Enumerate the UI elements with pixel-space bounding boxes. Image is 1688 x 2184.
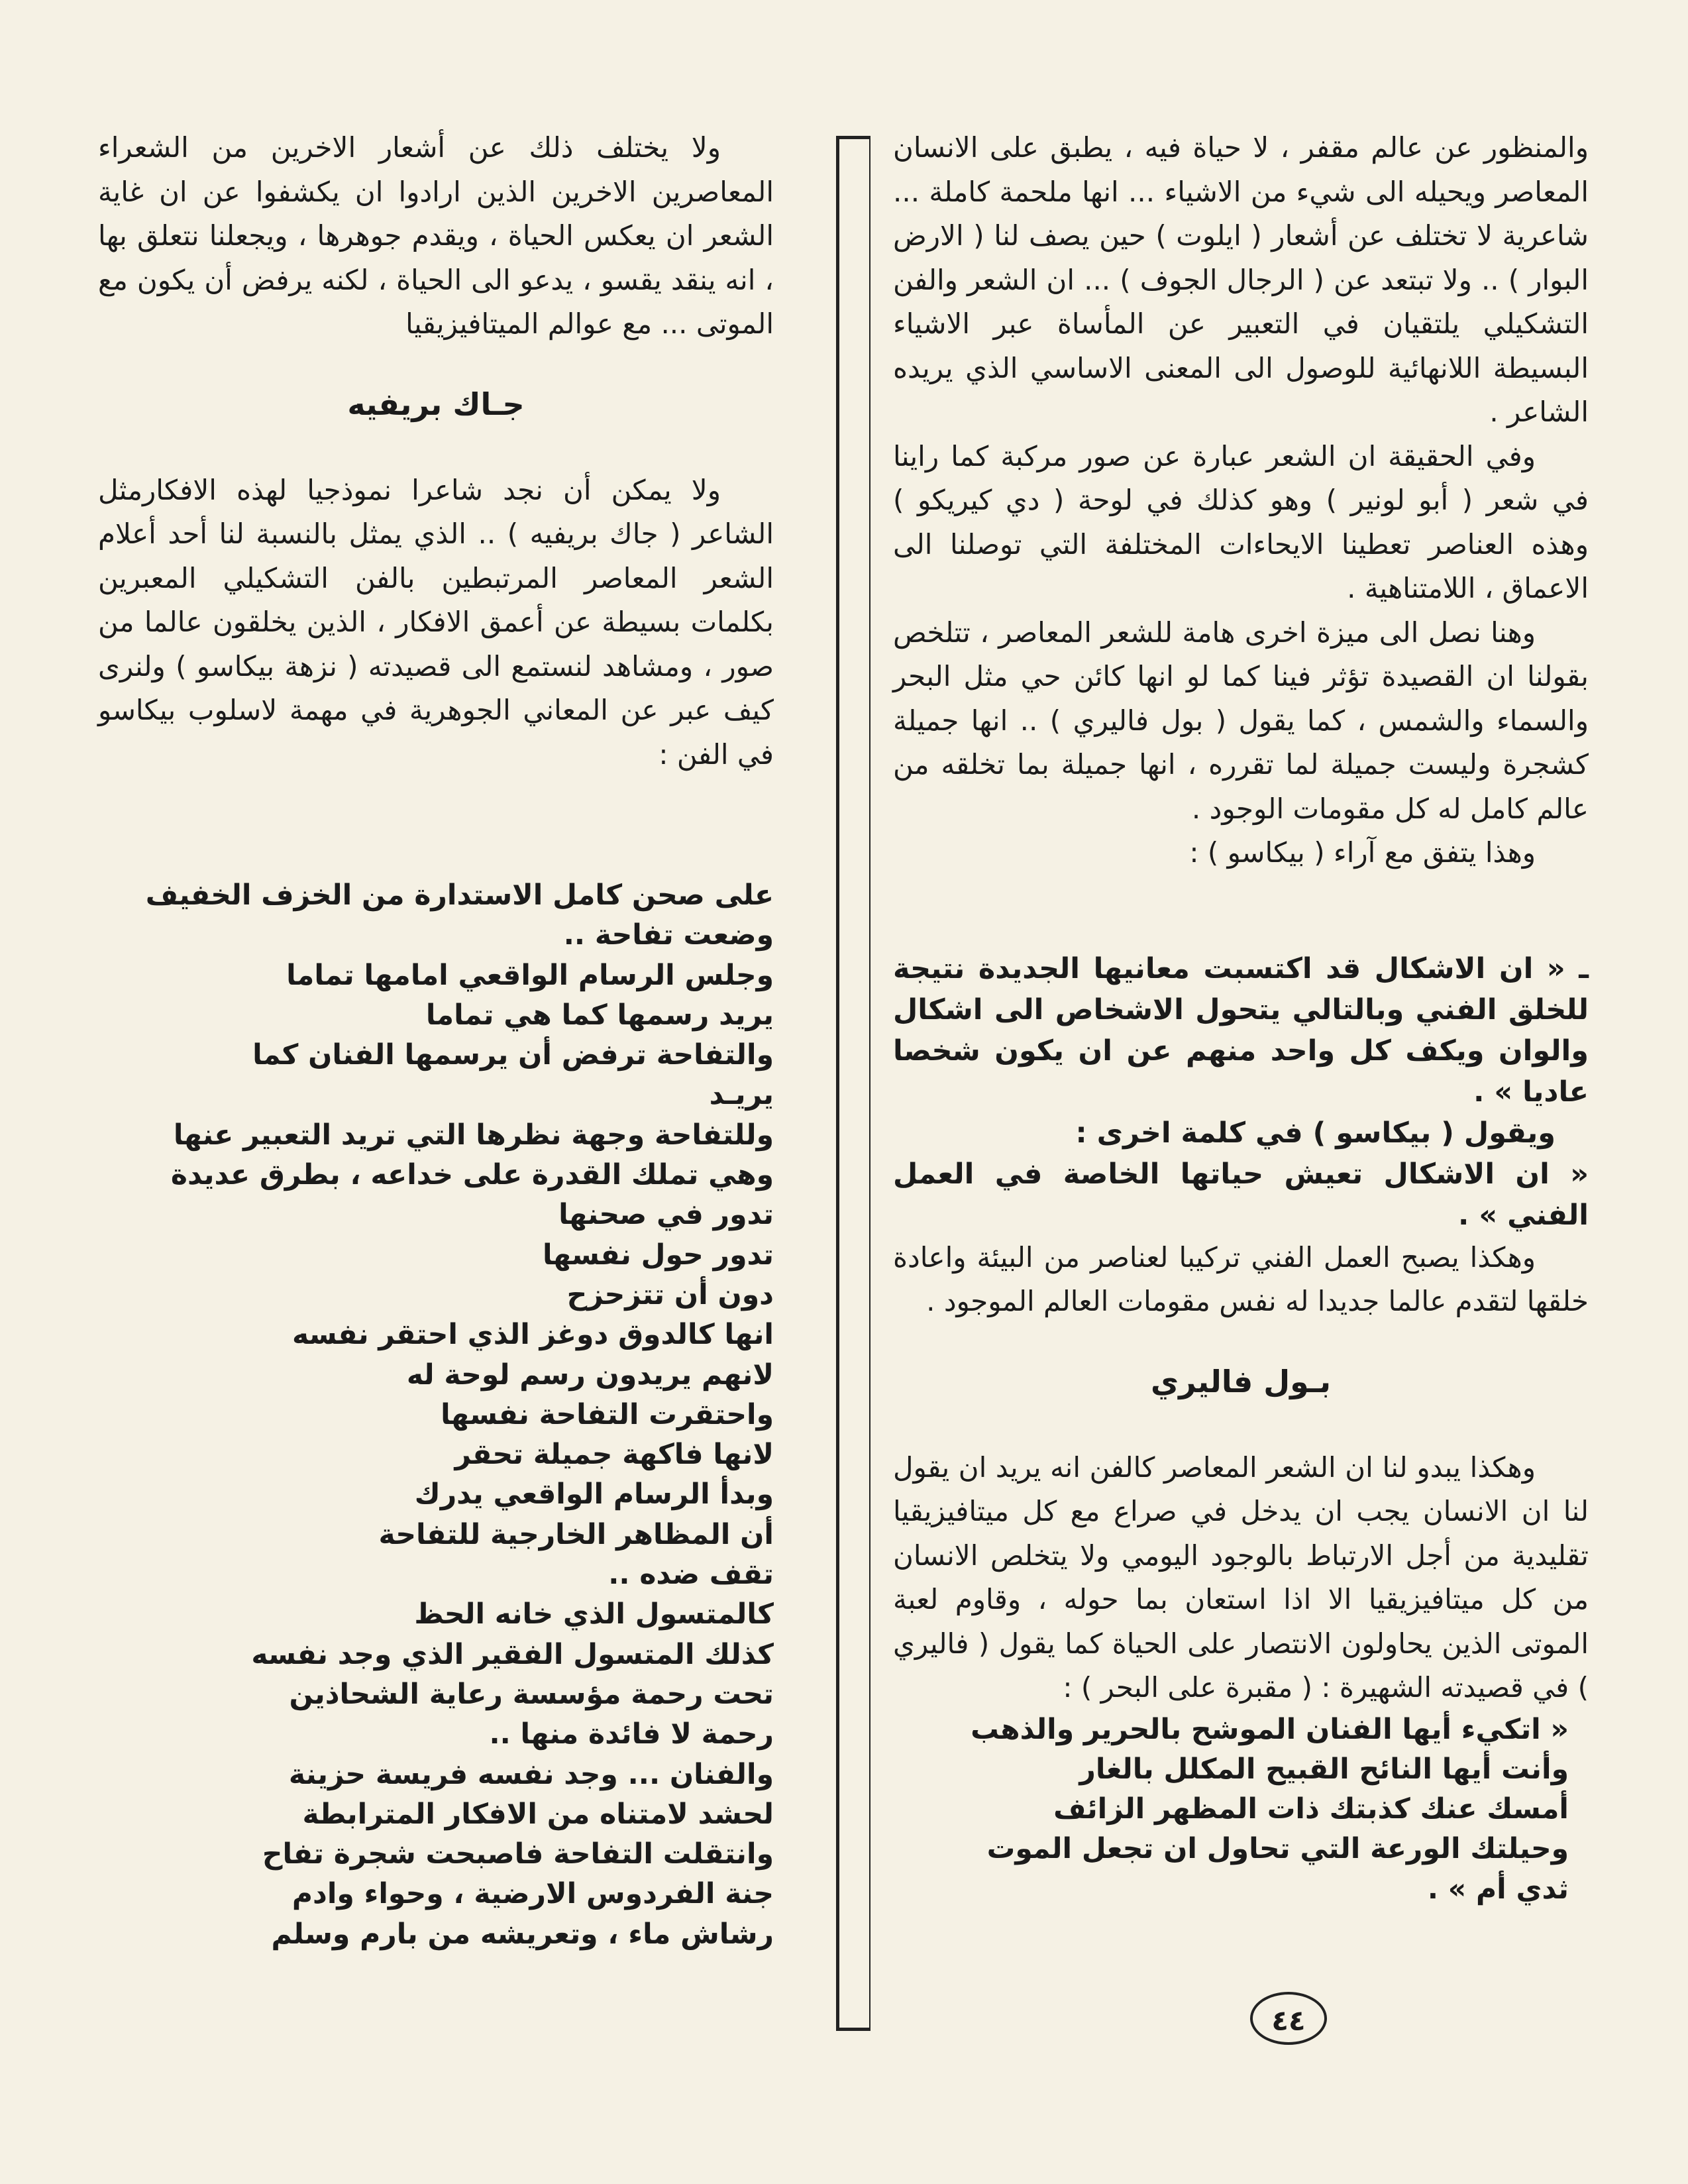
poem-line: جنة الفردوس الارضية ، وحواء وادم <box>291 1878 774 1911</box>
section-heading-prevert: جـاك بريفيه <box>347 386 525 422</box>
left-column <box>98 126 774 1955</box>
right-column <box>893 126 1589 1910</box>
poem-line: وضعت تفاحة .. <box>563 919 774 952</box>
poem-line: انها كالدوق دوغز الذي احتقر نفسه <box>292 1319 774 1352</box>
spacer <box>98 777 774 876</box>
paragraph: وهكذا يبدو لنا ان الشعر المعاصر كالفن انه يريد ان يقول لنا ان الانسان يجب ان يدخل في صراع مع كل ميتافيزيقيا تقليدية من أجل الارتباط بالوجود اليومي ولا يتخلص الانسان من كل ميتافيزيقيا الا اذا استعان بما حوله ، وقاوم لعبة الموتى الذين يحاولون الانتصار على الحياة كما يقول ( فاليري ) في قصيدته الشهيرة : ( مقبرة على البحر ) : <box>893 1450 1589 1704</box>
poem-line: يريـد <box>709 1079 774 1112</box>
poem-line: دون أن تتزحزح <box>566 1278 774 1311</box>
poem-line: وأنت أيها النائح القبيح المكلل بالغار <box>1079 1753 1569 1786</box>
poem-line: واحتقرت التفاحة نفسها <box>441 1398 774 1431</box>
poem-line: وانتقلت التفاحة فاصبحت شجرة تفاح <box>262 1838 774 1871</box>
poem-line: والتفاحة ترفض أن يرسمها الفنان كما <box>252 1039 774 1072</box>
poem-line: وبدأ الرسام الواقعي يدرك <box>414 1478 774 1511</box>
poem-line: تدور حول نفسها <box>543 1238 774 1272</box>
paragraph: ولا يختلف ذلك عن أشعار الاخرين من الشعراء المعاصرين الاخرين الذين ارادوا ان يكشفوا عن ان غاية الشعر ان يعكس الحياة ، ويقدم جوهرها ، ويجعلنا نتعلق بها ، انه ينقد يقسو ، يدعو الى الحياة ، لكنه يرفض أن يكون مع الموتى ... مع عوالم الميتافيزيقيا <box>98 131 774 340</box>
poem-line: تحت رحمة مؤسسة رعاية الشحاذين <box>289 1678 774 1711</box>
poem-line: لانها فاكهة جميلة تحقر <box>454 1439 774 1472</box>
poem-line: والفنان ... وجد نفسه فريسة حزينة <box>288 1758 774 1791</box>
poem-line: أن المظاهر الخارجية للتفاحة <box>378 1518 774 1551</box>
spacer <box>98 347 774 386</box>
poem-line: وللتفاحة وجهة نظرها التي تريد التعبير عنها <box>173 1119 774 1152</box>
poem-line: على صحن كامل الاستدارة من الخزف الخفيف <box>145 879 774 912</box>
paragraph: والمنظور عن عالم مقفر ، لا حياة فيه ، يطبق على الانسان المعاصر ويحيله الى شيء من الاشياء ... انها ملحمة كاملة ... شاعرية لا تختلف عن أشعار ( ايلوت ) حين يصف لنا ( الارض البوار ) .. ولا تبتعد عن ( الرجال الجوف ) ... ان الشعر والفن التشكيلي يلتقيان في التعبير عن المأساة عبر الاشياء البسيطة اللانهائية للوصول الى المعنى الاساسي الذي يريده الشاعر . <box>893 131 1589 428</box>
prevert-poem <box>98 876 774 1955</box>
spacer <box>893 1399 1589 1446</box>
spacer <box>893 1324 1589 1364</box>
paragraph: وهكذا يصبح العمل الفني تركيبا لعناصر من البيئة واعادة خلقها لتقدم عالما جديدا له نفس مقومات العالم الموجود . <box>893 1240 1589 1317</box>
spacer <box>98 422 774 468</box>
spacer <box>893 875 1589 948</box>
poem-line: تقف ضده .. <box>608 1558 774 1592</box>
poem-line: ثدي أم » . <box>1427 1873 1569 1906</box>
poem-line: وهي تملك القدرة على خداعه ، بطرق عديدة <box>170 1159 774 1192</box>
section-heading-valery: بـول فاليري <box>1151 1363 1331 1399</box>
poem-line: تدور في صحنها <box>558 1199 774 1232</box>
paragraph: ولا يمكن أن نجد شاعرا نموذجيا لهذه الافكارمثل الشاعر ( جاك بريفيه ) .. الذي يمثل بالنسبة لنا أحد أعلام الشعر المعاصر المرتبطين بالفن التشكيلي المعبرين بكلمات بسيطة عن أعمق الافكار ، الذين يخلقون عالما من صور ، ومشاهد لنستمع الى قصيدته ( نزهة بيكاسو ) ولنرى كيف عبر عن المعاني الجوهرية في مهمة لاسلوب بيكاسو في الفن : <box>98 473 774 771</box>
poem-line: رشاش ماء ، وتعريشه من بارم وسلم <box>271 1918 774 1951</box>
poem-line: « اتكيء أيها الفنان الموشح بالحرير والذهب <box>971 1713 1569 1746</box>
poem-line: يريد رسمها كما هي تماما <box>425 999 774 1032</box>
poem-line: وحيلتك الورعة التي تحاول ان تجعل الموت <box>986 1833 1569 1866</box>
valery-poem <box>893 1710 1589 1910</box>
poem-line: رحمة لا فائدة منها .. <box>489 1718 774 1751</box>
paragraph: وهذا يتفق مع آراء ( بيكاسو ) : <box>1189 836 1536 869</box>
column-divider <box>836 136 870 2031</box>
poem-line: لحشد لامتناه من الافكار المترابطة <box>302 1798 774 1831</box>
quote-picasso-one: ـ « ان الاشكال قد اكتسبت معانيها الجديدة نتيجة للخلق الفني وبالتالي يتحول الاشخاص الى اشكال والوان ويكف كل واحد منهم عن ان يكون شخصا عاديا » . <box>893 952 1589 1109</box>
page-number: ٤٤ <box>1250 1992 1327 2045</box>
poem-line: كذلك المتسول الفقير الذي وجد نفسه <box>251 1638 774 1671</box>
poem-line: وجلس الرسام الواقعي امامها تماما <box>286 959 774 992</box>
quote-picasso-two: « ان الاشكال تعيش حياتها الخاصة في العمل الفني » . <box>893 1157 1589 1232</box>
quote-intro: ويقول ( بيكاسو ) في كلمة اخرى : <box>1075 1116 1556 1150</box>
poem-line: لانهم يريدون رسم لوحة له <box>406 1358 774 1392</box>
paragraph: وفي الحقيقة ان الشعر عبارة عن صور مركبة كما راينا في شعر ( أبو لونير ) وهو كذلك في لوحة ( دي كيريكو ) وهذه العناصر تعطينا الايحاءات المختلفة التي توصلنا الى الاعماق ، اللامتناهية . <box>893 439 1589 604</box>
poem-line: كالمتسول الذي خانه الحظ <box>414 1598 774 1631</box>
paragraph: وهنا نصل الى ميزة اخرى هامة للشعر المعاصر ، تتلخص بقولنا ان القصيدة تؤثر فينا كما لو انها كائن حي مثل البحر والسماء والشمس ، كما يقول ( بول فاليري ) .. انها جميلة كشجرة وليست جميلة لما تقرره ، انها جميلة بما تخلقه من عالم كامل له كل مقومات الوجود . <box>893 616 1589 825</box>
poem-line: أمسك عنك كذبتك ذات المظهر الزائف <box>1053 1793 1569 1826</box>
